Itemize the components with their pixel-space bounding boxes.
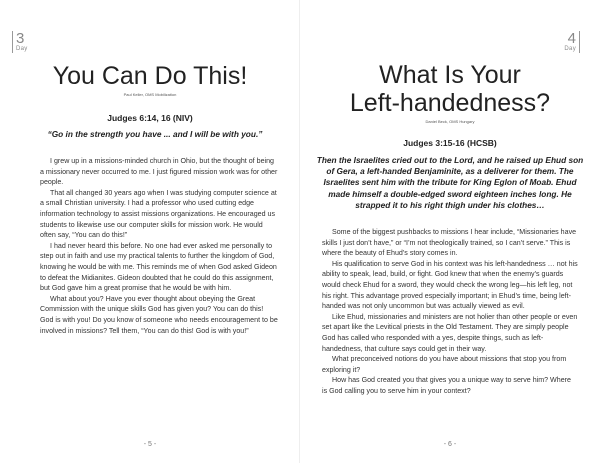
scripture-reference: Judges 3:15-16 (HCSB) <box>403 138 497 148</box>
day-marker <box>564 31 580 53</box>
body-paragraph: That all changed 30 years ago when I was studying computer science at a small Christian university. I had a professor who used cutting edge information technology to assist missions organizations. He encouraged us students to likewise use our computer skills for mission work. He would often say, “You can do this!” <box>40 188 277 240</box>
devotional-body <box>322 227 578 397</box>
body-paragraph: Some of the biggest pushbacks to missions I hear include, “Missionaries have skills I just don’t have,” or “I’m not theologically trained, so I can’t serve.” This is where the beauty of Ehud’s story comes in. <box>322 228 577 258</box>
day-marker <box>12 31 28 53</box>
day-label: Day <box>16 46 28 52</box>
day-number: 4 <box>567 30 576 47</box>
page-number: - 5 - <box>143 441 157 448</box>
right-page <box>300 0 600 463</box>
author-credit: Daniel Beck, OMS Hungary <box>425 119 475 124</box>
scripture-verse: “Go in the strength you have ... and I will be with you.” <box>47 129 263 139</box>
devotional-body <box>40 156 278 336</box>
devotional-title: You Can Do This! <box>52 62 248 90</box>
page-number: - 6 - <box>443 441 457 448</box>
day-number: 3 <box>16 30 25 47</box>
title-line: Left-handedness? <box>349 89 551 117</box>
body-paragraph: Like Ehud, missionaries and ministers are not holier than other people or even set apart like the Levitical priests in the Old Testament. They are simply people God has called who responded with a yes, despite things, such as left-handedness, that culture says could get in their way. <box>322 312 578 353</box>
body-paragraph: I had never heard this before. No one had ever asked me personally to step out in faith and use my practical talents to further the kingdom of God, knowing he would be with me. This reminds me of when God asked Gideon to defeat the Midianites. Gideon doubted that he could do this assignment, but God gave him a great promise that he would be with him. <box>40 241 277 293</box>
body-paragraph: How has God created you that gives you a unique way to serve him? Where is God calling you to serve him in your context? <box>322 376 571 395</box>
day-label: Day <box>564 46 576 52</box>
body-paragraph: I grew up in a missions-minded church in Ohio, but the thought of being a missionary never occurred to me. I just figured mission work was for other people. <box>40 157 278 187</box>
body-paragraph: What about you? Have you ever thought about obeying the Great Commission with the unique skills God has given you? You can do this! God is with you! Do you know of someone who needs encouragement to be involved in missions? Tell them, “You can do this! God is with you!” <box>40 294 278 335</box>
devotional-title <box>300 61 600 117</box>
author-credit: Paul Keller, OMS Mobilization <box>123 92 177 97</box>
scripture-verse: Then the Israelites cried out to the Lord, and he raised up Ehud son of Gera, a left-handed Benjaminite, as a deliverer for them. The Israelites sent him with the tribute for King Eglon of Moab. Ehud made himself a double-edged sword eighteen inches long. He strapped it to his right thigh under his clothes… <box>316 155 584 210</box>
body-paragraph: What preconceived notions do you have about missions that stop you from exploring it? <box>322 355 567 374</box>
title-line: What Is Your <box>379 61 521 89</box>
scripture-reference: Judges 6:14, 16 (NIV) <box>107 113 193 123</box>
body-paragraph: His qualification to serve God in his context was his left-handedness … not his ability to speak, lead, build, or fight. God knew that when the enemy’s guards would check Ehud for a sword, they would check the wrong leg—his left leg, not his right. This advantage proved especially important; in Ehud’s time, being left-handed was not only uncommon but was actually viewed as evil. <box>322 259 578 311</box>
